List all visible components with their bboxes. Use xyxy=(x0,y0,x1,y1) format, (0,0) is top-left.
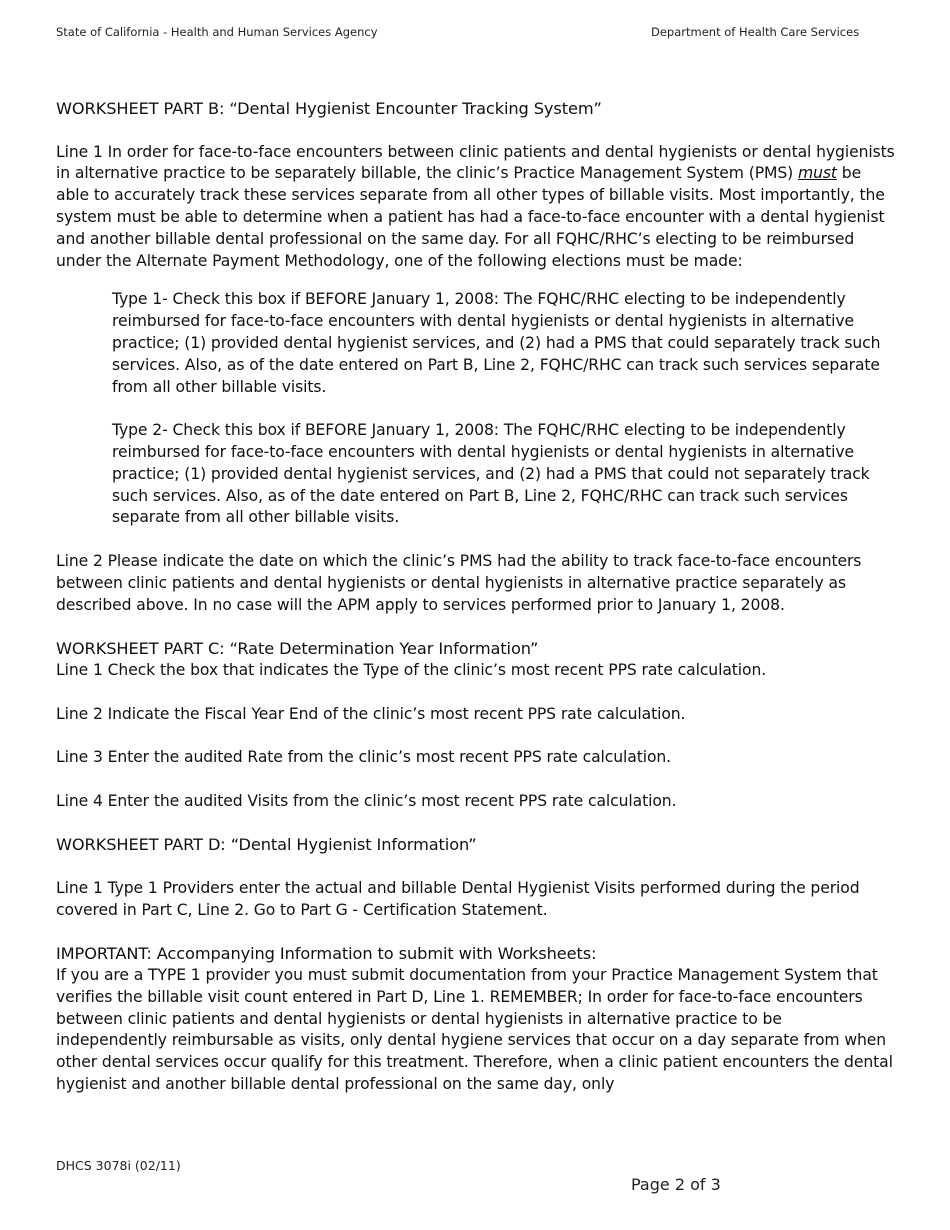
part-b-line-1-end: be able to accurately track these services separate from all other types of billable visits. Most importantly, the system must be able to determine when a patient has had a face-to-face encounter with a dental hygienist and another billable dental professional on the same day. For all FQHC/RHC’s electing to be reimbursed under the Alternate Payment Methodology, one of the following elections must be made: xyxy=(56,164,885,270)
document-body xyxy=(56,98,896,1096)
part-c-line-1: Line 1 Check the box that indicates the Type of the clinic’s most recent PPS rate calculation. xyxy=(56,660,767,679)
part-b-line-1 xyxy=(56,142,896,273)
part-d-heading: WORKSHEET PART D: “Dental Hygienist Information” xyxy=(56,835,477,855)
part-b-line-2: Line 2 Please indicate the date on which the clinic’s PMS had the ability to track face-to-face encounters between clinic patients and dental hygienists or dental hygienists in alternative practice separately as described above. In no case will the APM apply to services performed prior to January 1, 2008. xyxy=(56,551,862,614)
form-id: DHCS 3078i (02/11) xyxy=(56,1158,181,1173)
department-header: Department of Health Care Services xyxy=(651,25,860,39)
page-number: Page 2 of 3 xyxy=(631,1175,721,1194)
part-c-line-2: Line 2 Indicate the Fiscal Year End of the clinic’s most recent PPS rate calculation. xyxy=(56,704,686,723)
part-b-line-1-start: Line 1 In order for face-to-face encounters between clinic patients and dental hygienists or dental hygienists in alternative practice to be separately billable, the clinic’s Practice Management System (PMS) xyxy=(56,142,895,183)
part-b-heading: WORKSHEET PART B: “Dental Hygienist Encounter Tracking System” xyxy=(56,99,602,118)
agency-header: State of California - Health and Human Services Agency xyxy=(56,25,378,39)
type-1-election: Type 1- Check this box if BEFORE January 1, 2008: The FQHC/RHC electing to be independently reimbursed for face-to-face encounters with dental hygienists or dental hygienists in alternative practice; (1) provided dental hygienist services, and (2) had a PMS that could separately track such services. Also, as of the date entered on Part B, Line 2, FQHC/RHC can track such services separate from all other billable visits. xyxy=(112,290,881,396)
part-c-line-3: Line 3 Enter the audited Rate from the clinic’s most recent PPS rate calculation. xyxy=(56,748,672,767)
important-text: If you are a TYPE 1 provider you must submit documentation from your Practice Management System that verifies the billable visit count entered in Part D, Line 1. REMEMBER; In order for face-to-face encounters between clinic patients and dental hygienists or dental hygienists in alternative practice to be independently reimbursable as visits, only dental hygiene services that occur on a day separate from when other dental services occur qualify for this treatment. Therefore, when a clinic patient encounters the dental hygienist and another billable dental professional on the same day, only xyxy=(56,966,893,1094)
type-2-election: Type 2- Check this box if BEFORE January 1, 2008: The FQHC/RHC electing to be independently reimbursed for face-to-face encounters with dental hygienists or dental hygienists in alternative practice; (1) provided dental hygienist services, and (2) had a PMS that could not separately track such services. Also, as of the date entered on Part B, Line 2, FQHC/RHC can track such services separate from all other billable visits. xyxy=(112,421,870,527)
important-heading: IMPORTANT: Accompanying Information to submit with Worksheets: xyxy=(56,944,597,964)
part-c-line-4: Line 4 Enter the audited Visits from the clinic’s most recent PPS rate calculation. xyxy=(56,791,677,810)
part-d-line-1: Line 1 Type 1 Providers enter the actual and billable Dental Hygienist Visits performed during the period covered in Part C, Line 2. Go to Part G - Certification Statement. xyxy=(56,878,860,919)
part-c-heading: WORKSHEET PART C: “Rate Determination Year Information” xyxy=(56,639,539,659)
must-emphasis: must xyxy=(798,164,837,183)
